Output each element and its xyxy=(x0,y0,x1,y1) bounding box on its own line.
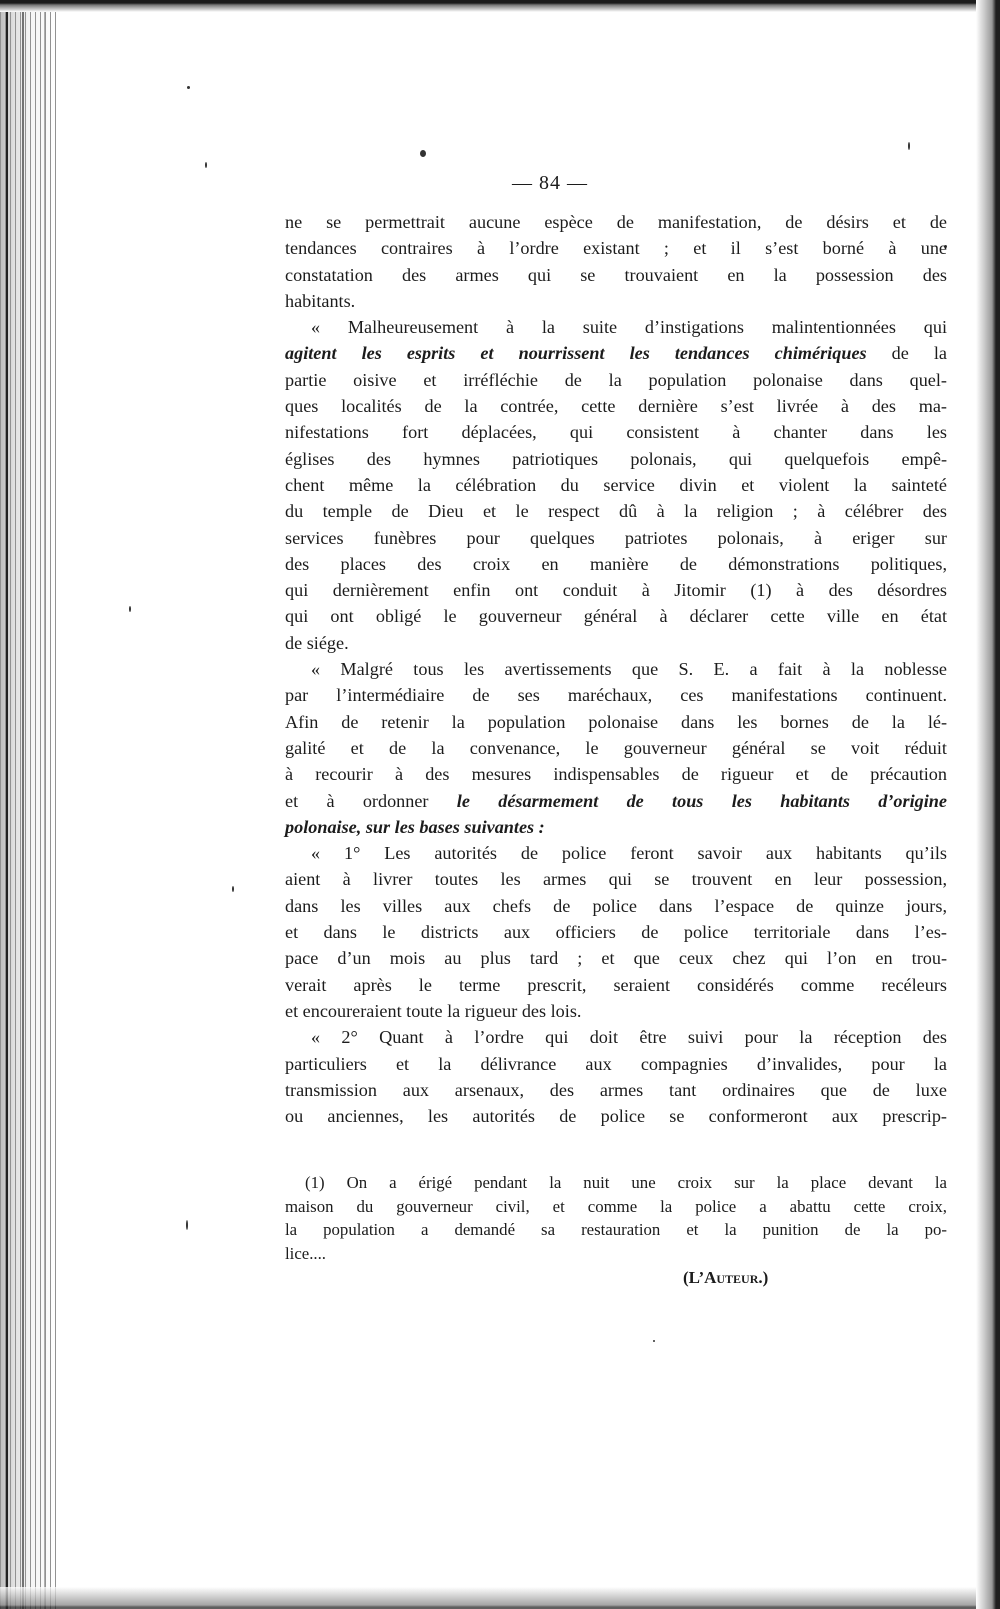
text: de la xyxy=(866,343,948,364)
text: transmission aux arsenaux, des armes tant ordinaires que de luxe xyxy=(285,1079,947,1100)
text-line xyxy=(285,446,947,472)
text: qui ont obligé le gouverneur général à déclarer cette ville en état xyxy=(285,606,947,627)
text: ne se permettrait aucune espèce de manifestation, de désirs et de xyxy=(285,212,947,232)
page-right-edge xyxy=(976,0,1000,1609)
text: et à ordonner xyxy=(285,790,457,811)
author-signature: (L’Auteur.) xyxy=(683,1268,769,1287)
text-line xyxy=(285,498,947,524)
binding-line xyxy=(44,0,45,1609)
footnote-line: lice.... xyxy=(285,1243,327,1263)
text: aient à livrer toutes les armes qui se trouvent en leur possession, xyxy=(285,869,947,890)
text: constatation des armes qui se trouvaient en la possession des xyxy=(285,264,947,285)
text: nifestations fort déplacées, qui consistent à chanter dans les xyxy=(285,422,947,443)
text: services funèbres pour quelques patriotes polonais, à eriger sur xyxy=(285,527,947,548)
footnote-line: maison du gouverneur civil, et comme la police a abattu cette croix, xyxy=(285,1196,947,1216)
text: tendances contraires à l’ordre existant ; et il s’est borné à une xyxy=(285,238,947,259)
text-line xyxy=(285,656,947,682)
text-line xyxy=(285,577,947,603)
text: partie oisive et irréfléchie de la population polonaise dans quel- xyxy=(285,369,947,390)
text-line xyxy=(285,709,947,735)
italic-text: polonaise, sur les bases suivantes : xyxy=(285,816,545,837)
text: par l’intermédiaire de ses maréchaux, ces manifestations continuent. xyxy=(285,685,947,706)
ink-speck xyxy=(232,886,234,892)
text: verait après le terme prescrit, seraient considérés comme recéleurs xyxy=(285,974,947,995)
text-line xyxy=(285,761,947,787)
text-line xyxy=(285,367,947,393)
binding-line xyxy=(22,0,24,1609)
text: Afin de retenir la population polonaise dans les bornes de la lé- xyxy=(285,711,947,732)
ink-speck xyxy=(420,150,426,157)
text: du temple de Dieu et le respect dû à la religion ; à célébrer des xyxy=(285,501,947,522)
text-line xyxy=(285,393,947,419)
ink-speck xyxy=(186,1220,188,1230)
text-line xyxy=(285,472,947,498)
footnote-line: (1) On a érigé pendant la nuit une croix sur la place devant la xyxy=(305,1173,947,1192)
text-line xyxy=(285,630,947,656)
footnote-line: la population a demandé sa restauration et la punition de la po- xyxy=(285,1220,947,1240)
text: chent même la célébration du service divin et violent la sainteté xyxy=(285,474,947,495)
text: des places des croix en manière de démonstrations politiques, xyxy=(285,553,947,574)
text-line xyxy=(285,735,947,761)
text-line xyxy=(285,1103,947,1129)
text-line xyxy=(285,525,947,551)
text: dans les villes aux chefs de police dans l’espace de quinze jours, xyxy=(285,895,947,916)
main-text xyxy=(285,209,947,1129)
text-line xyxy=(285,603,947,629)
text: « Malheureusement à la suite d’instigations malintentionnées qui xyxy=(311,317,947,338)
text-line xyxy=(285,814,947,840)
italic-text: agitent les esprits et nourrissent les tendances chimériques xyxy=(285,343,867,364)
text: galité et de la convenance, le gouverneur général se voit réduit xyxy=(285,737,947,758)
italic-text: le désarmement de tous les habitants d’origine xyxy=(456,790,947,811)
ink-speck xyxy=(908,142,910,150)
text: pace d’un mois au plus tard ; et que ceux chez qui l’on en trou- xyxy=(285,948,947,969)
text-line xyxy=(285,288,947,314)
page-number: — 84 — xyxy=(512,172,588,194)
text: et encoureraient toute la rigueur des lois. xyxy=(285,1000,582,1021)
text-line xyxy=(285,209,947,235)
text-line xyxy=(285,340,947,366)
text-line xyxy=(285,1077,947,1103)
text: ques localités de la contrée, cette dernière s’est livrée à des ma- xyxy=(285,396,947,417)
binding-line xyxy=(6,0,8,1609)
text: qui dernièrement enfin ont conduit à Jitomir (1) à des désordres xyxy=(285,580,947,601)
text-line xyxy=(285,1024,947,1050)
text: habitants. xyxy=(285,290,356,311)
text-line xyxy=(285,840,947,866)
text: à recourir à des mesures indispensables de rigueur et de précaution xyxy=(285,764,947,785)
text: particuliers et la délivrance aux compagnies d’invalides, pour la xyxy=(285,1053,947,1074)
text: « 1° Les autorités de police feront savoir aux habitants qu’ils xyxy=(311,843,947,864)
text-line xyxy=(285,972,947,998)
text: églises des hymnes patriotiques polonais, qui quelquefois empê- xyxy=(285,448,947,469)
text: ou anciennes, les autorités de police se conformeront aux prescrip- xyxy=(285,1106,947,1127)
text: et dans le districts aux officiers de police territoriale dans l’es- xyxy=(285,922,947,943)
text-line xyxy=(285,682,947,708)
text-line xyxy=(285,945,947,971)
ink-speck xyxy=(187,86,190,89)
text-line xyxy=(285,551,947,577)
text: de siége. xyxy=(285,632,349,653)
text-line xyxy=(285,919,947,945)
text-line xyxy=(285,262,947,288)
ink-speck xyxy=(653,1340,655,1342)
text-line xyxy=(285,419,947,445)
text-line xyxy=(285,314,947,340)
text: « Malgré tous les avertissements que S. E. a fait à la noblesse xyxy=(311,659,947,680)
text-line xyxy=(285,788,947,814)
text: « 2° Quant à l’ordre qui doit être suivi pour la réception des xyxy=(311,1027,947,1048)
text-line xyxy=(285,1051,947,1077)
text-line xyxy=(285,998,947,1024)
page-bottom-edge xyxy=(0,1587,1000,1609)
ink-speck xyxy=(129,606,131,612)
page-top-edge xyxy=(0,0,1000,12)
text-line xyxy=(285,235,947,261)
book-spine-shadow xyxy=(0,0,60,1609)
footnote xyxy=(285,1171,947,1265)
text-line xyxy=(285,893,947,919)
ink-speck xyxy=(205,162,207,168)
text-line xyxy=(285,866,947,892)
